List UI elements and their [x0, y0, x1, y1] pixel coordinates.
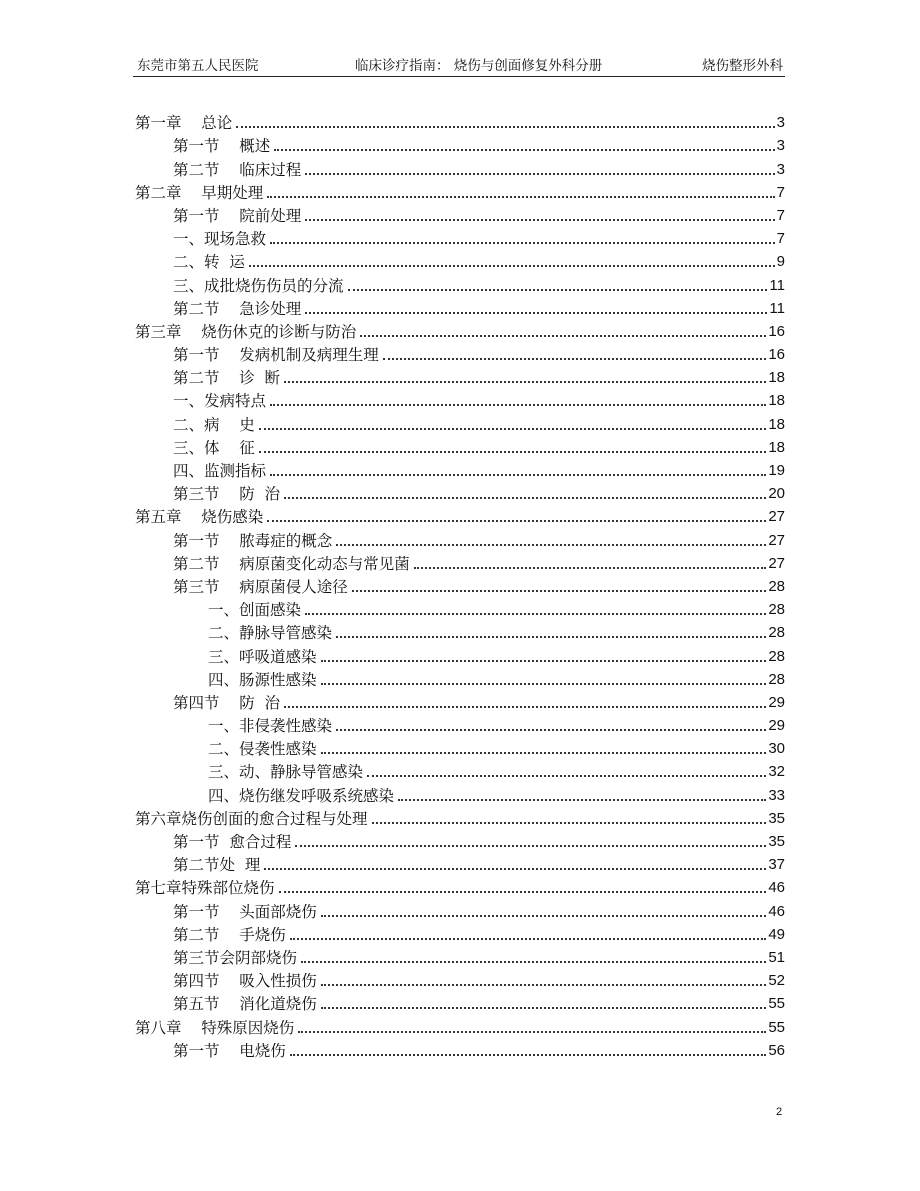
toc-entry[interactable]	[135, 319, 785, 342]
toc-entry[interactable]	[135, 110, 785, 133]
toc-dot-leader	[321, 984, 767, 986]
toc-entry[interactable]	[135, 759, 785, 782]
toc-entry[interactable]	[135, 643, 785, 666]
toc-entry[interactable]	[135, 249, 785, 272]
toc-entry-page: 18	[768, 438, 785, 456]
toc-dot-leader	[264, 868, 766, 870]
toc-entry[interactable]	[135, 156, 785, 179]
toc-entry-title: 二、转 运	[173, 253, 245, 272]
toc-entry-page: 55	[768, 995, 785, 1013]
toc-dot-leader	[372, 822, 767, 824]
toc-entry-page: 16	[768, 322, 785, 340]
toc-entry-title: 第六章烧伤创面的愈合过程与处理	[135, 809, 368, 828]
toc-entry[interactable]	[135, 782, 785, 805]
toc-entry[interactable]	[135, 829, 785, 852]
toc-dot-leader	[249, 265, 775, 267]
toc-dot-leader	[274, 149, 774, 151]
toc-entry-title: 第二节处 理	[173, 856, 261, 875]
toc-entry-title: 第七章特殊部位烧伤	[135, 879, 275, 898]
toc-dot-leader	[305, 312, 767, 314]
toc-entry-page: 35	[768, 809, 785, 827]
toc-entry[interactable]	[135, 226, 785, 249]
toc-entry[interactable]	[135, 875, 785, 898]
toc-entry-title: 第一节 院前处理	[173, 206, 302, 225]
toc-entry-page: 52	[768, 972, 785, 990]
toc-dot-leader	[284, 497, 766, 499]
toc-entry-title: 三、成批烧伤伤员的分流	[173, 276, 344, 295]
toc-entry-page: 28	[768, 577, 785, 595]
toc-entry[interactable]	[135, 574, 785, 597]
toc-dot-leader	[336, 544, 766, 546]
toc-entry-page: 9	[776, 253, 785, 271]
toc-entry[interactable]	[135, 667, 785, 690]
toc-entry-title: 第二节 临床过程	[173, 160, 302, 179]
toc-entry[interactable]	[135, 481, 785, 504]
toc-entry-title: 四、烧伤继发呼吸系统感染	[208, 786, 395, 805]
toc-entry[interactable]	[135, 713, 785, 736]
toc-entry-page: 18	[768, 392, 785, 410]
toc-entry-page: 11	[769, 299, 785, 317]
toc-entry[interactable]	[135, 504, 785, 527]
toc-entry[interactable]	[135, 365, 785, 388]
toc-entry-page: 18	[768, 415, 785, 433]
toc-entry-title: 第一节 概述	[173, 137, 271, 156]
toc-entry-title: 第五节 消化道烧伤	[173, 995, 317, 1014]
toc-entry-page: 30	[768, 740, 785, 758]
header-document-title: 临床诊疗指南： 烧伤与创面修复外科分册	[355, 58, 603, 74]
toc-dot-leader	[298, 1031, 766, 1033]
toc-entry-title: 第一节 发病机制及病理生理	[173, 346, 379, 365]
toc-entry-title: 第二节 病原菌变化动态与常见菌	[173, 554, 410, 573]
toc-entry[interactable]	[135, 922, 785, 945]
toc-entry-title: 第一节 脓毒症的概念	[173, 531, 333, 550]
toc-entry-page: 28	[768, 670, 785, 688]
toc-entry-title: 第三节 防 治	[173, 485, 281, 504]
toc-dot-leader	[290, 938, 767, 940]
toc-entry-title: 第四节 防 治	[173, 693, 281, 712]
toc-entry-title: 二、侵袭性感染	[208, 740, 317, 759]
toc-entry[interactable]	[135, 342, 785, 365]
toc-entry-page: 27	[768, 508, 785, 526]
toc-entry[interactable]	[135, 736, 785, 759]
toc-dot-leader	[336, 636, 766, 638]
toc-entry-title: 第二节 急诊处理	[173, 299, 302, 318]
toc-dot-leader	[305, 613, 766, 615]
toc-dot-leader	[336, 729, 766, 731]
toc-dot-leader	[367, 775, 766, 777]
toc-entry-page: 33	[768, 786, 785, 804]
toc-entry[interactable]	[135, 133, 785, 156]
toc-entry-title: 三、动、静脉导管感染	[208, 763, 364, 782]
toc-entry-page: 3	[776, 114, 785, 132]
toc-entry-page: 35	[768, 833, 785, 850]
toc-dot-leader	[270, 404, 766, 406]
toc-dot-leader	[305, 173, 774, 175]
toc-entry-page: 37	[768, 856, 785, 874]
toc-entry[interactable]	[135, 527, 785, 550]
toc-entry-page: 7	[776, 183, 785, 201]
toc-dot-leader	[321, 752, 767, 754]
toc-entry-page: 28	[768, 647, 785, 665]
toc-dot-leader	[284, 706, 766, 708]
toc-entry-title: 第八章 特殊原因烧伤	[135, 1018, 295, 1037]
toc-entry-page: 28	[768, 601, 785, 619]
toc-entry-page: 51	[768, 948, 785, 966]
toc-dot-leader	[267, 196, 774, 198]
toc-entry-title: 第二节 诊 断	[173, 369, 281, 388]
toc-entry[interactable]	[135, 968, 785, 991]
toc-dot-leader	[301, 961, 766, 963]
toc-dot-leader	[259, 428, 767, 430]
toc-entry[interactable]	[135, 852, 785, 875]
toc-dot-leader	[352, 590, 767, 592]
toc-entry-page: 55	[768, 1018, 785, 1036]
toc-entry[interactable]	[135, 898, 785, 921]
toc-entry-page: 7	[776, 230, 785, 248]
toc-entry[interactable]	[135, 272, 785, 295]
toc-entry-title: 四、监测指标	[173, 462, 267, 480]
toc-entry-page: 27	[768, 531, 785, 549]
toc-dot-leader	[321, 660, 767, 662]
toc-entry-title: 第一节 电烧伤	[173, 1041, 286, 1060]
toc-dot-leader	[279, 891, 767, 893]
toc-entry[interactable]	[135, 806, 785, 829]
toc-entry[interactable]	[135, 597, 785, 620]
toc-dot-leader	[267, 520, 766, 522]
toc-dot-leader	[284, 381, 766, 383]
toc-entry-page: 11	[769, 276, 785, 294]
toc-entry-title: 一、创面感染	[208, 601, 302, 620]
toc-dot-leader	[321, 915, 767, 917]
toc-dot-leader	[383, 358, 767, 360]
toc-entry-title: 一、非侵袭性感染	[208, 717, 333, 736]
toc-entry-page: 19	[768, 462, 785, 479]
toc-entry[interactable]	[135, 435, 785, 458]
header-department: 烧伤整形外科	[702, 58, 783, 74]
toc-entry-page: 56	[768, 1041, 785, 1059]
toc-dot-leader	[236, 126, 774, 128]
toc-dot-leader	[414, 567, 767, 569]
toc-entry-page: 29	[768, 717, 785, 735]
toc-entry-title: 三、呼吸道感染	[208, 647, 317, 666]
toc-dot-leader	[321, 1007, 767, 1009]
toc-entry-title: 四、肠源性感染	[208, 670, 317, 689]
header-hospital-name: 东莞市第五人民医院	[137, 58, 259, 74]
toc-entry[interactable]	[135, 1038, 785, 1061]
toc-entry-title: 第三节 病原菌侵人途径	[173, 577, 348, 596]
toc-entry-title: 三、体 征	[173, 438, 255, 457]
toc-entry[interactable]	[135, 551, 785, 574]
toc-entry-title: 第二节 手烧伤	[173, 925, 286, 944]
toc-entry[interactable]	[135, 1014, 785, 1037]
toc-entry[interactable]	[135, 991, 785, 1014]
toc-entry-title: 第三章 烧伤休克的诊断与防治	[135, 322, 357, 341]
toc-entry[interactable]	[135, 388, 785, 411]
toc-dot-leader	[348, 289, 768, 291]
toc-entry-title: 第一节 愈合过程	[173, 833, 292, 851]
toc-entry-page: 29	[768, 693, 785, 711]
toc-entry-title: 第二章 早期处理	[135, 183, 264, 202]
toc-entry-page: 18	[768, 369, 785, 387]
toc-dot-leader	[270, 474, 766, 476]
toc-entry-page: 46	[768, 902, 785, 920]
toc-entry-page: 46	[768, 879, 785, 897]
toc-entry-page: 3	[776, 137, 785, 155]
toc-entry-page: 20	[768, 485, 785, 503]
toc-entry-title: 二、静脉导管感染	[208, 624, 333, 643]
toc-entry-page: 7	[776, 206, 785, 224]
toc-entry-title: 一、发病特点	[173, 392, 267, 411]
toc-entry[interactable]	[135, 180, 785, 203]
toc-dot-leader	[259, 451, 767, 453]
toc-entry[interactable]	[135, 620, 785, 643]
toc-dot-leader	[295, 845, 766, 847]
toc-entry-page: 49	[768, 925, 785, 943]
toc-dot-leader	[305, 219, 774, 221]
toc-dot-leader	[398, 799, 766, 801]
toc-entry-title: 第三节会阴部烧伤	[173, 948, 298, 967]
toc-entry-page: 27	[768, 554, 785, 572]
toc-entry-page: 16	[768, 346, 785, 364]
toc-entry-title: 一、现场急救	[173, 230, 267, 249]
toc-entry[interactable]	[135, 945, 785, 968]
table-of-contents	[135, 110, 785, 1061]
toc-entry-title: 第四节 吸入性损伤	[173, 972, 317, 991]
toc-entry-title: 二、病 史	[173, 415, 255, 434]
toc-dot-leader	[270, 242, 775, 244]
toc-entry[interactable]	[135, 296, 785, 319]
toc-entry-page: 28	[768, 624, 785, 642]
toc-dot-leader	[360, 335, 766, 337]
toc-entry[interactable]	[135, 690, 785, 713]
toc-entry-title: 第五章 烧伤感染	[135, 508, 264, 527]
running-header	[133, 50, 785, 77]
toc-entry-page: 3	[776, 160, 785, 178]
page-number: 2	[776, 1106, 783, 1118]
toc-entry-page: 32	[768, 763, 785, 781]
toc-entry-title: 第一章 总论	[135, 114, 233, 133]
toc-dot-leader	[290, 1054, 767, 1056]
toc-dot-leader	[321, 683, 767, 685]
toc-entry[interactable]	[135, 411, 785, 434]
toc-entry-title: 第一节 头面部烧伤	[173, 902, 317, 921]
toc-entry[interactable]	[135, 458, 785, 481]
toc-entry[interactable]	[135, 203, 785, 226]
